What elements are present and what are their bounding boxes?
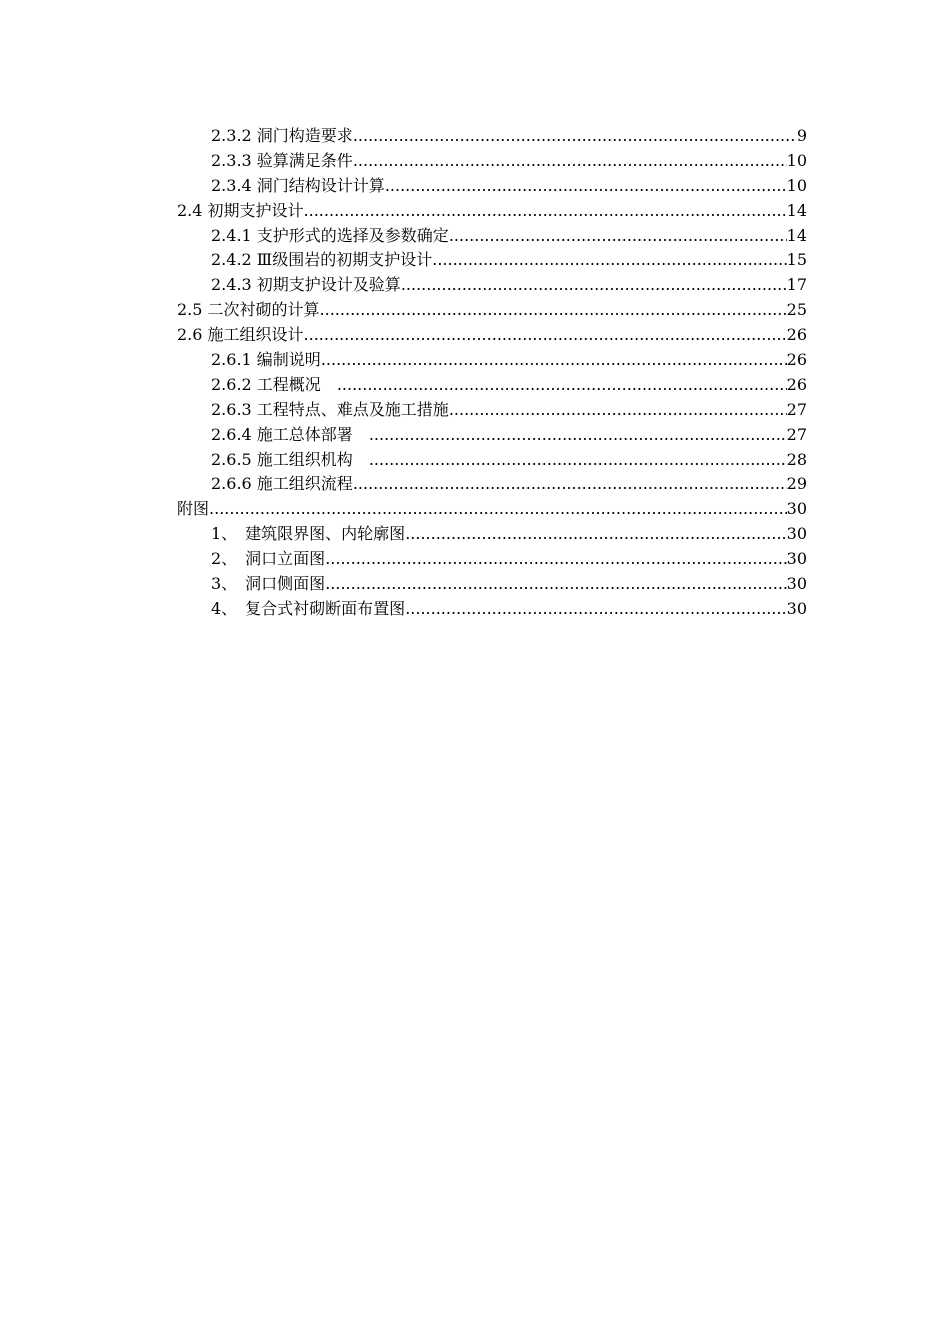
toc-dot-leader xyxy=(353,124,797,149)
toc-entry-page: 30 xyxy=(786,574,807,594)
toc-entry-page: 30 xyxy=(786,499,807,519)
toc-dot-leader xyxy=(337,373,787,398)
toc-dot-leader xyxy=(209,497,787,522)
toc-dot-leader xyxy=(320,298,787,323)
toc-entry-2-6-5[interactable] xyxy=(177,448,807,473)
toc-entry-2-3-2[interactable] xyxy=(177,124,807,149)
toc-entry-2-6-4[interactable] xyxy=(177,423,807,448)
toc-dot-leader xyxy=(405,522,786,547)
toc-dot-leader xyxy=(353,472,787,497)
toc-entry-page: 30 xyxy=(786,524,807,544)
toc-entry-page: 17 xyxy=(786,275,807,295)
toc-entry-title: 3、 洞口侧面图 xyxy=(211,574,326,594)
toc-dot-leader xyxy=(369,423,787,448)
toc-entry-2-4[interactable] xyxy=(177,199,807,224)
toc-entry-title: 2.4.3 初期支护设计及验算 xyxy=(211,275,401,295)
toc-entry-page: 30 xyxy=(786,549,807,569)
toc-entry-2-3-4[interactable] xyxy=(177,174,807,199)
toc-entry-2-4-2[interactable] xyxy=(177,248,807,273)
toc-entry-page: 10 xyxy=(786,150,807,170)
toc-entry-title: 2.6.1 编制说明 xyxy=(211,350,321,370)
toc-dot-leader xyxy=(385,174,787,199)
toc-entry-title: 4、 复合式衬砌断面布置图 xyxy=(211,598,406,618)
toc-entry-2-6-1[interactable] xyxy=(177,348,807,373)
toc-entry-appendix[interactable] xyxy=(177,497,807,522)
toc-entry-appendix-1[interactable] xyxy=(177,522,807,547)
toc-entry-page: 27 xyxy=(786,424,807,444)
toc-entry-title: 2.6.6 施工组织流程 xyxy=(211,474,353,494)
toc-entry-page: 28 xyxy=(786,449,807,469)
toc-dot-leader xyxy=(401,273,787,298)
toc-entry-title: 2、 洞口立面图 xyxy=(211,549,326,569)
toc-entry-2-6-2[interactable] xyxy=(177,373,807,398)
toc-dot-leader xyxy=(405,597,786,622)
toc-entry-title: 2.3.4 洞门结构设计计算 xyxy=(211,175,385,195)
toc-dot-leader xyxy=(321,348,787,373)
toc-entry-title: 附图 xyxy=(177,499,210,519)
toc-dot-leader xyxy=(432,248,786,273)
toc-entry-title: 2.6.5 施工组织机构 xyxy=(211,449,369,469)
toc-entry-2-4-3[interactable] xyxy=(177,273,807,298)
toc-entry-title: 2.6.2 工程概况 xyxy=(211,374,337,394)
toc-dot-leader xyxy=(369,448,787,473)
toc-entry-title: 2.6 施工组织设计 xyxy=(177,325,304,345)
toc-entry-2-4-1[interactable] xyxy=(177,224,807,249)
toc-entry-2-6-3[interactable] xyxy=(177,398,807,423)
toc-entry-2-6[interactable] xyxy=(177,323,807,348)
toc-entry-title: 2.4.1 支护形式的选择及参数确定 xyxy=(211,225,449,245)
toc-entry-title: 2.3.2 洞门构造要求 xyxy=(211,126,353,145)
toc-entry-page: 25 xyxy=(786,300,807,320)
toc-dot-leader xyxy=(325,547,786,572)
toc-dot-leader xyxy=(449,398,787,423)
toc-entry-page: 10 xyxy=(786,175,807,195)
toc-entry-title: 2.6.4 施工总体部署 xyxy=(211,424,369,444)
toc-entry-page: 26 xyxy=(786,374,807,394)
toc-entry-page: 9 xyxy=(796,126,807,145)
toc-dot-leader xyxy=(325,572,786,597)
toc-entry-page: 27 xyxy=(786,399,807,419)
toc-dot-leader xyxy=(304,323,787,348)
toc-entry-2-3-3[interactable] xyxy=(177,149,807,174)
toc-entry-title: 2.3.3 验算满足条件 xyxy=(211,150,353,170)
toc-entry-title: 2.6.3 工程特点、难点及施工措施 xyxy=(211,399,449,419)
toc-entry-2-5[interactable] xyxy=(177,298,807,323)
toc-entry-page: 14 xyxy=(786,225,807,245)
toc-entry-page: 30 xyxy=(786,598,807,618)
toc-entry-appendix-3[interactable] xyxy=(177,572,807,597)
toc-dot-leader xyxy=(353,149,787,174)
toc-entry-page: 29 xyxy=(786,474,807,494)
toc-entry-page: 26 xyxy=(786,325,807,345)
toc-entry-title: 2.4.2 Ⅲ级围岩的初期支护设计 xyxy=(211,250,433,270)
toc-entry-title: 1、 建筑限界图、内轮廓图 xyxy=(211,524,406,544)
toc-entry-page: 15 xyxy=(786,250,807,270)
toc-dot-leader xyxy=(304,199,787,224)
table-of-contents xyxy=(177,124,807,622)
toc-dot-leader xyxy=(449,224,787,249)
toc-entry-title: 2.5 二次衬砌的计算 xyxy=(177,300,320,320)
toc-entry-appendix-4[interactable] xyxy=(177,597,807,622)
toc-entry-2-6-6[interactable] xyxy=(177,472,807,497)
toc-entry-page: 26 xyxy=(786,350,807,370)
toc-entry-appendix-2[interactable] xyxy=(177,547,807,572)
toc-entry-title: 2.4 初期支护设计 xyxy=(177,200,304,220)
toc-entry-page: 14 xyxy=(786,200,807,220)
